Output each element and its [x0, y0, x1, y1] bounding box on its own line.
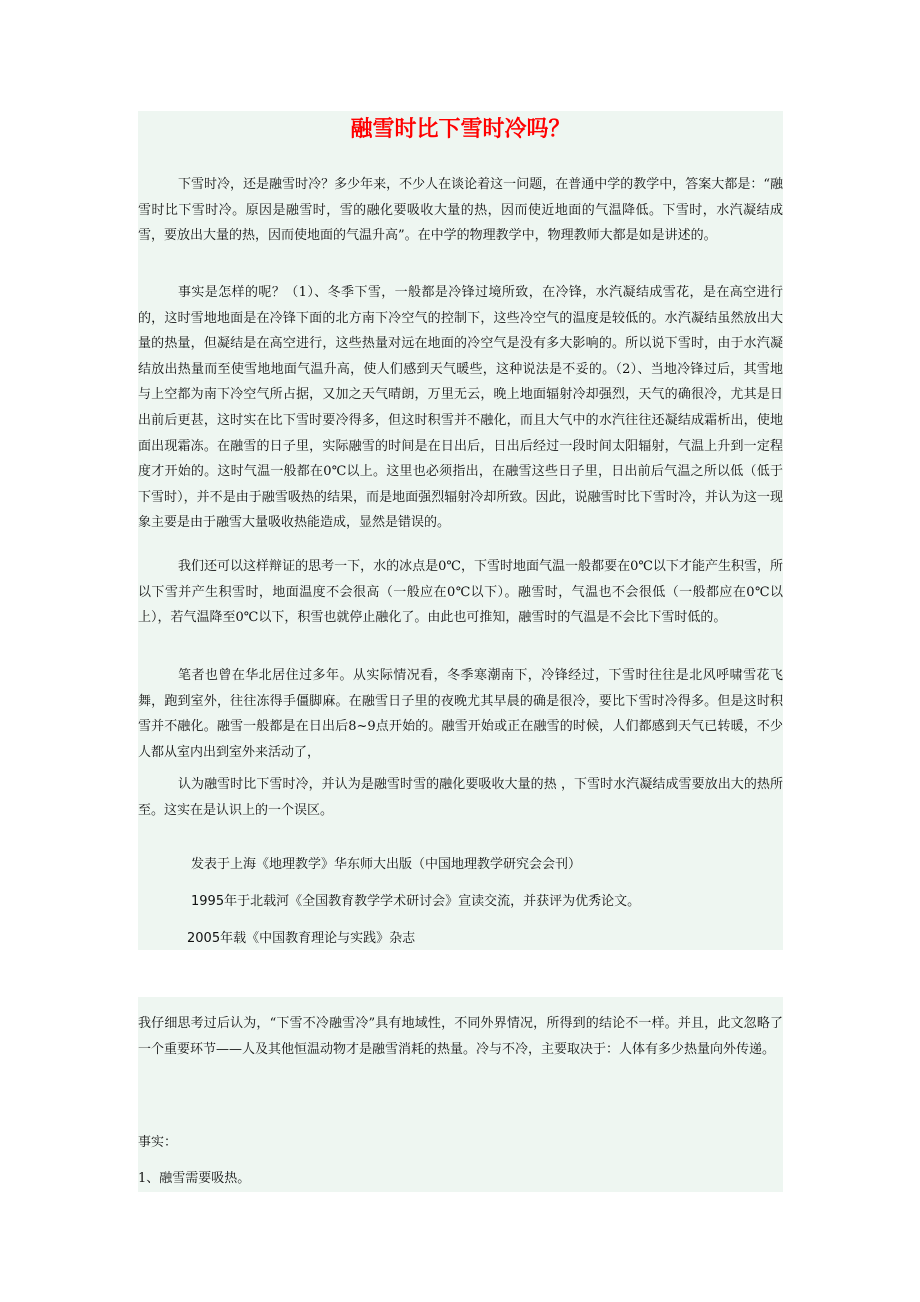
article-paragraph-3: 我们还可以这样辩证的思考一下，水的冰点是0℃，下雪时地面气温一般都要在0℃以下才能产生积雪，所以下雪并产生积雪时，地面温度不会很高（一般应在0℃以下）。融雪时，气温也不会很低（一般都应在0℃以上），若气温降至0℃以下，积雪也就停止融化了。由此也可推知，融雪时的气温是不会比下雪时低的。 [138, 559, 783, 626]
article-title: 融雪时比下雪时冷吗？ [350, 117, 571, 142]
article-paragraph-5: 认为融雪时比下雪时冷，并认为是融雪时雪的融化要吸收大量的热 ，下雪时水汽凝结成雪要放出大的热所至。这实在是认识上的一个误区。 [138, 777, 783, 818]
commentary-paragraph: 我仔细思考过后认为，“下雪不冷融雪冷”具有地域性，不同外界情况，所得到的结论不一样。并且，此文忽略了一个重要环节——人及其他恒温动物才是融雪消耗的热量。冷与不冷，主要取决于：人体有多少热量向外传递。 [138, 1016, 783, 1057]
facts-label: 事实： [138, 1135, 178, 1150]
publication-credit-1: 发表于上海《地理教学》华东师大出版（中国地理教学研究会会刊） [191, 857, 582, 872]
article-paragraph-4: 笔者也曾在华北居住过多年。从实际情况看，冬季寒潮南下，冷锋经过，下雪时往往是北风呼啸雪花飞舞，跑到室外，往往冻得手僵脚麻。在融雪日子里的夜晚尤其早晨的确是很冷，要比下雪时冷得多。但是这时积雪并不融化。融雪一般都是在日出后8~9点开始的。融雪开始或正在融雪的时候，人们都感到天气已转暖，不少人都从室内出到室外来活动了， [138, 668, 783, 760]
article-paragraph-1: 下雪时冷，还是融雪时冷？多少年来，不少人在谈论着这一问题，在普通中学的教学中，答案大都是：“融雪时比下雪时冷。原因是融雪时，雪的融化要吸收大量的热，因而使近地面的气温降低。下雪时，水汽凝结成雪，要放出大量的热，因而使地面的气温升高”。在中学的物理教学中，物理教师大都是如是讲述的。 [138, 177, 783, 244]
fact-item-1: 1、融雪需要吸热。 [138, 1171, 251, 1186]
publication-credit-3: 2005年载《中国教育理论与实践》杂志 [187, 931, 416, 946]
article-paragraph-2: 事实是怎样的呢？（1）、冬季下雪，一般都是冷锋过境所致，在冷锋，水汽凝结成雪花，是在高空进行的，这时雪地地面是在冷锋下面的北方南下冷空气的控制下，这些冷空气的温度是较低的。水汽凝结虽然放出大量的热量，但凝结是在高空进行，这些热量对远在地面的冷空气是没有多大影响的。所以说下雪时，由于水汽凝结放出热量而至使雪地地面气温升高，使人们感到天气暖些，这种说法是不妥的。（2）、当地冷锋过后，其雪地与上空都为南下冷空气所占据，又加之天气晴朗，万里无云，晚上地面辐射冷却强烈，天气的确很冷，尤其是日出前后更甚，这时实在比下雪时要冷得多，但这时积雪并不融化，而且大气中的水汽往往还凝结成霜析出，使地面出现霜冻。在融雪的日子里，实际融雪的时间是在日出后，日出后经过一段时间太阳辐射，气温上升到一定程度才开始的。这时气温一般都在0℃以上。这里也必须指出，在融雪这些日子里，日出前后气温之所以低（低于下雪时），并不是由于融雪吸热的结果，而是地面强烈辐射冷却所致。因此，说融雪时比下雪时冷，并认为这一现象主要是由于融雪大量吸收热能造成，显然是错误的。 [138, 285, 783, 531]
publication-credit-2: 1995年于北载河《全国教育教学学术研讨会》宣读交流，并获评为优秀论文。 [191, 894, 641, 909]
